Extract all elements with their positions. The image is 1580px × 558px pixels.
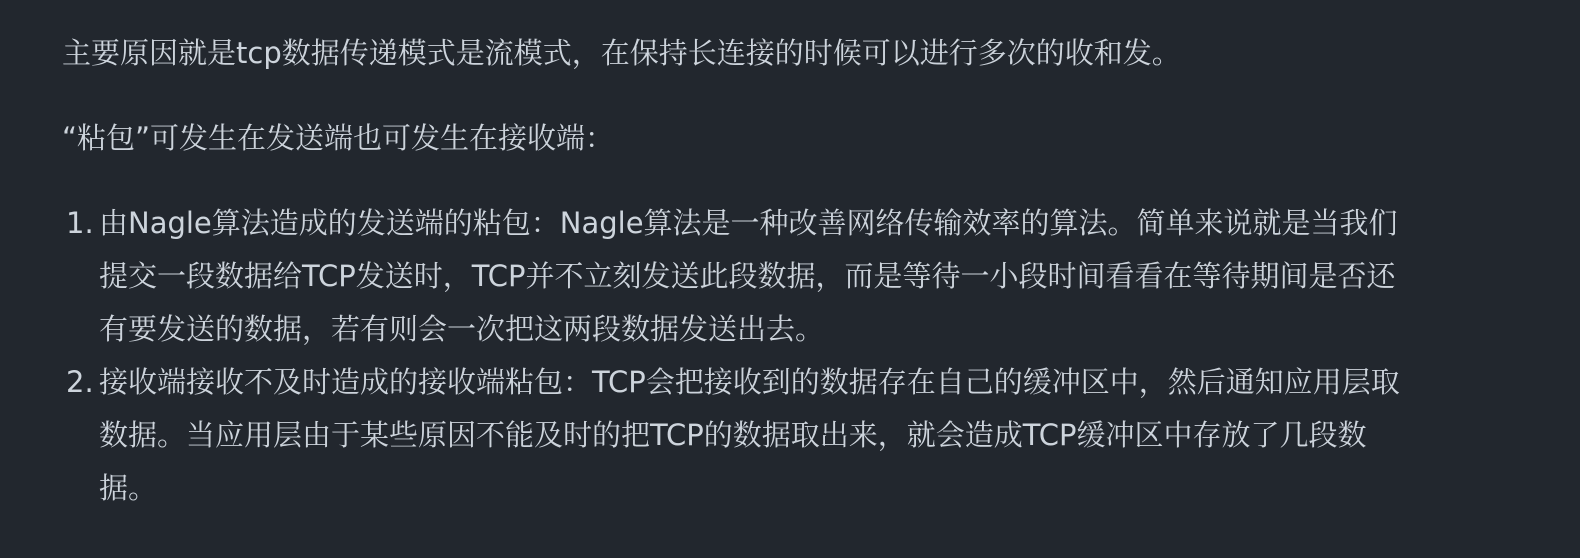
list-text-line: 数据。当应用层由于某些原因不能及时的把TCP的数据取出来，就会造成TCP缓冲区中存放了几段数 [99, 418, 1367, 452]
list-text-line: 接收端接收不及时造成的接收端粘包：TCP会把接收到的数据存在自己的缓冲区中，然后通知应用层取 [99, 365, 1400, 399]
list-text-line: 据。 [99, 471, 158, 505]
list-number: 2. [66, 365, 94, 399]
list-text-line: 有要发送的数据，若有则会一次把这两段数据发送出去。 [99, 312, 825, 346]
list-text-line: 提交一段数据给TCP发送时，TCP并不立刻发送此段数据，而是等待一小段时间看看在等待期间是否还 [99, 259, 1396, 293]
paragraph-stream-mode: 主要原因就是tcp数据传递模式是流模式，在保持长连接的时候可以进行多次的收和发。 [62, 36, 1181, 70]
list-item-receiver [62, 356, 1540, 515]
list-item-nagle [62, 197, 1540, 356]
list-number: 1. [66, 206, 94, 240]
cause-list [62, 197, 1540, 515]
list-text-line: 由Nagle算法造成的发送端的粘包：Nagle算法是一种改善网络传输效率的算法。简单来说就是当我们 [99, 206, 1398, 240]
paragraph-sticky-packet-intro: “粘包”可发生在发送端也可发生在接收端： [62, 121, 615, 155]
